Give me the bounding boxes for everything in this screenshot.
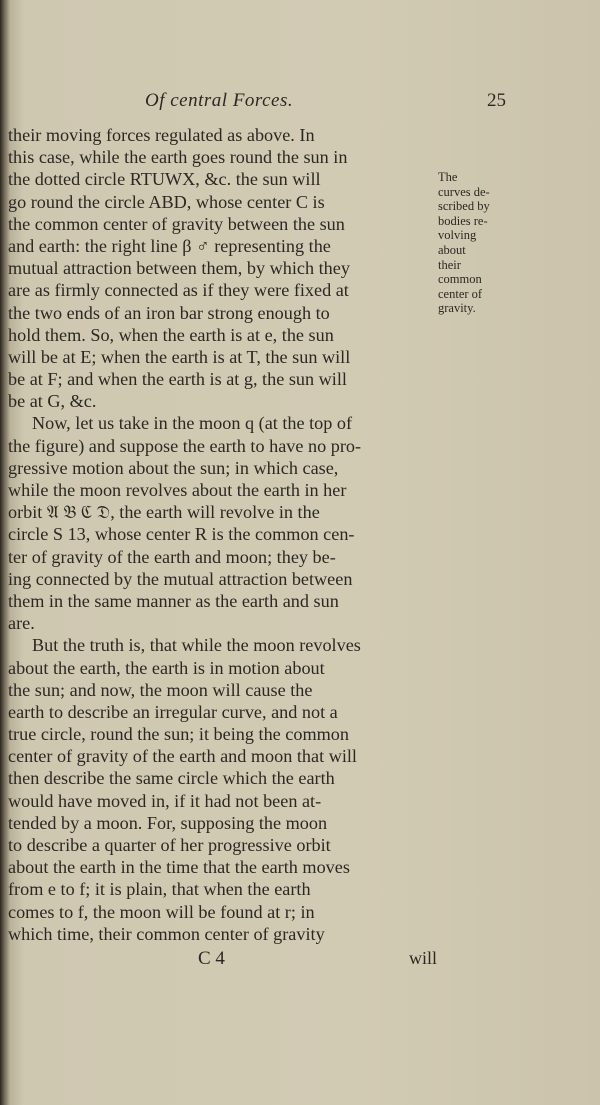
margin-note-line: scribed by: [438, 199, 490, 214]
text-line: the dotted circle RTUWX, &c. the sun will: [8, 169, 321, 190]
text-line: circle S 13, whose center R is the common cen-: [8, 524, 355, 545]
margin-note-line: common: [438, 272, 482, 287]
text-line: comes to f, the moon will be found at r; in: [8, 901, 315, 922]
margin-note-line: curves de-: [438, 184, 490, 199]
margin-note-line: volving: [438, 228, 477, 243]
margin-note-line: gravity.: [438, 301, 476, 316]
text-line: and earth: the right line β ♂ representing the: [8, 235, 331, 256]
text-line: be at F; and when the earth is at g, the sun will: [8, 369, 347, 390]
text-line: will be at E; when the earth is at T, the sun will: [8, 346, 351, 367]
text-line: center of gravity of the earth and moon that will: [8, 746, 357, 767]
text-line: which time, their common center of gravity: [8, 923, 325, 944]
text-line: the two ends of an iron bar strong enough to: [8, 302, 330, 323]
page-header: [0, 90, 600, 116]
text-line: them in the same manner as the earth and sun: [8, 590, 339, 611]
text-line: the sun; and now, the moon will cause the: [8, 679, 313, 700]
text-line: about the earth in the time that the earth moves: [8, 857, 350, 878]
text-line: gressive motion about the sun; in which case,: [8, 457, 339, 478]
margin-note-line: bodies re-: [438, 213, 488, 228]
text-line: earth to describe an irregular curve, and not a: [8, 701, 338, 722]
margin-note-line: their: [438, 257, 461, 272]
text-line: from e to f; it is plain, that when the earth: [8, 879, 311, 900]
text-line: to describe a quarter of her progressive orbit: [8, 835, 331, 855]
body-text: [8, 124, 438, 945]
text-line: tended by a moon. For, supposing the moon: [8, 812, 328, 833]
text-line: ing connected by the mutual attraction between: [8, 568, 353, 589]
text-line: are.: [8, 613, 35, 634]
text-line: their moving forces regulated as above. In: [8, 125, 315, 145]
running-title: Of central Forces.: [145, 90, 294, 111]
text-line: ter of gravity of the earth and moon; they be-: [8, 546, 336, 567]
page-footer: [0, 948, 600, 974]
text-line: are as firmly connected as if they were fixed at: [8, 280, 349, 301]
text-line: would have moved in, if it had not been at-: [8, 790, 322, 811]
margin-note: [438, 170, 508, 316]
text-line: orbit 𝔄 𝔅 ℭ 𝔇, the earth will revolve in the: [8, 502, 320, 523]
paragraph-start-line: But the truth is, that while the moon revolves: [32, 635, 361, 656]
text-line: about the earth, the earth is in motion about: [8, 657, 325, 678]
text-line: while the moon revolves about the earth in her: [8, 480, 347, 500]
text-line: then describe the same circle which the earth: [8, 768, 335, 789]
text-line: be at G, &c.: [8, 391, 97, 412]
paragraph-start-line: Now, let us take in the moon q (at the top of: [32, 413, 353, 434]
text-line: mutual attraction between them, by which they: [8, 258, 350, 279]
margin-note-line: center of: [438, 286, 483, 301]
text-line: the common center of gravity between the sun: [8, 213, 345, 234]
catchword: will: [409, 948, 438, 968]
margin-note-line: about: [438, 242, 466, 257]
text-line: go round the circle ABD, whose center C is: [8, 191, 325, 212]
text-line: true circle, round the sun; it being the common: [8, 724, 349, 745]
text-line: the figure) and suppose the earth to have no pro-: [8, 435, 362, 456]
text-line: this case, while the earth goes round the sun in: [8, 147, 348, 168]
text-line: hold them. So, when the earth is at e, the sun: [8, 324, 334, 345]
signature-mark: C 4: [198, 948, 225, 969]
page-number: 25: [487, 90, 506, 111]
margin-note-line: The: [438, 170, 458, 184]
